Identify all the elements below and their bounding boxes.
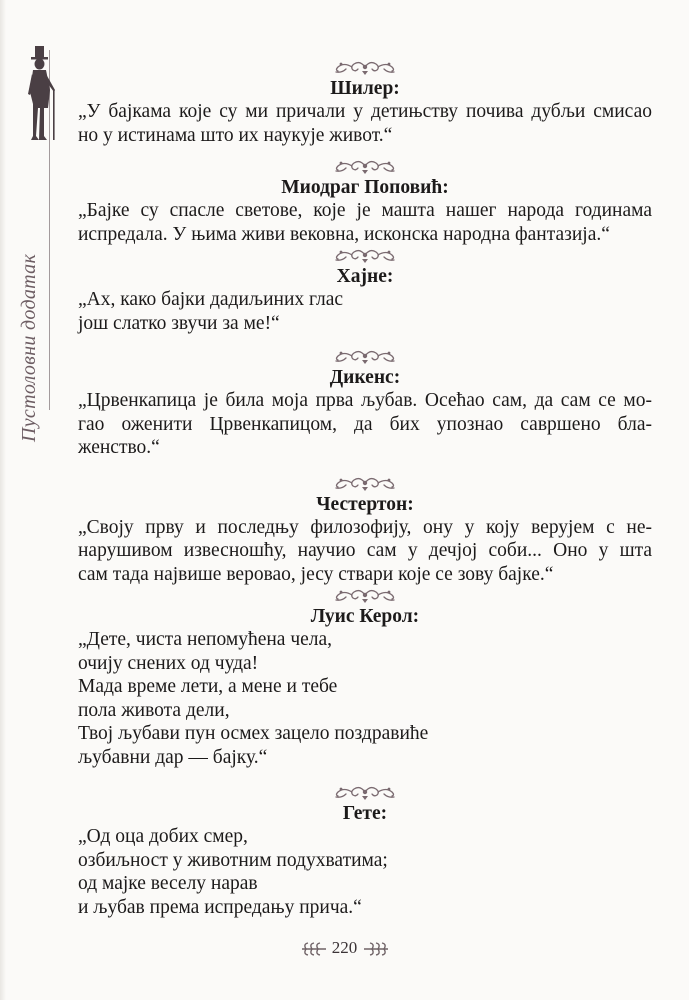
quote-text: [78, 288, 652, 335]
quote-line: љубавни дар — бајку.“: [78, 746, 268, 768]
quote-author: Миодраг Поповић:: [281, 177, 449, 198]
quote-line: још слатко звучи за ме!“: [78, 312, 280, 334]
quote-section: [78, 157, 652, 246]
quote-text: [78, 516, 652, 587]
quote-line: сам тада највише веровао, јесу ствари које се зову бајке.“: [78, 563, 554, 585]
quote-text: [78, 100, 652, 147]
quote-author: Шилер:: [330, 78, 400, 99]
quote-line: женство.“: [78, 437, 160, 458]
flourish-ornament-icon: [332, 58, 398, 76]
quote-author: Луис Керол:: [310, 606, 420, 627]
quote-author: Дикенс:: [329, 367, 401, 388]
quote-author: Гете:: [342, 803, 388, 824]
sidebar-title: Пустоловни додатак: [18, 253, 40, 442]
quote-author: Хајне:: [336, 266, 394, 287]
quote-section: [78, 58, 652, 147]
flourish-ornament-icon: [332, 783, 398, 801]
quote-line: Твој љубави пун осмех зацело поздравиће: [78, 723, 429, 744]
quote-text: [78, 389, 652, 460]
quote-section: [78, 347, 652, 460]
quote-line: испредала. У њима живи вековна, исконска народна фантазија.“: [78, 223, 610, 245]
flourish-ornament-icon: [332, 157, 398, 175]
sidebar: [14, 40, 58, 442]
quote-section: [78, 783, 652, 919]
quote-line: од мајке веселу нарав: [78, 873, 258, 894]
quote-line: гао оженити Црвенкапицом, да бих упознао савршено бла-: [78, 413, 652, 435]
flourish-ornament-icon: [332, 246, 398, 264]
quote-line: „Црвенкапица је била моја прва љубав. Осећао сам, да сам се мо-: [78, 390, 652, 411]
page-edge: [0, 0, 6, 1000]
quote-text: [78, 628, 652, 769]
quote-line: озбиљност у животним подухватима;: [78, 849, 388, 871]
quote-text: [78, 825, 652, 919]
gentleman-silhouette-icon: [22, 44, 60, 144]
quote-line: но у истинама што их наукује живот.“: [78, 124, 393, 146]
footer-ornament-left-icon: [298, 942, 328, 956]
quote-line: „Бајке су спасле светове, које је машта нашег народа годинама: [78, 200, 652, 221]
quote-line: „Дете, чиста непомућена чела,: [78, 629, 333, 650]
quote-text: [78, 199, 652, 246]
flourish-ornament-icon: [332, 474, 398, 492]
page-footer: [0, 938, 689, 958]
quote-section: [78, 586, 652, 769]
quote-author: Честертон:: [316, 493, 414, 515]
quote-line: Мада време лети, а мене и тебе: [78, 676, 338, 697]
quote-line: очију снених од чуда!: [78, 652, 259, 674]
page-number: 220: [331, 938, 358, 957]
quote-line: пола живота дели,: [78, 699, 230, 721]
quote-line: „Ах, како бајки дадиљиних глас: [78, 289, 344, 310]
quote-line: и љубав према испредању прича.“: [78, 896, 362, 918]
quotes-content: [78, 58, 652, 919]
quote-line: „У бајкама које су ми причали у детињству почива дубљи смисао: [78, 101, 652, 122]
quote-line: „Од оца добих смер,: [78, 826, 248, 847]
quote-section: [78, 474, 652, 587]
quote-line: „Своју прву и последњу филозофију, ону у коју верујем с не-: [78, 516, 652, 538]
quote-section: [78, 246, 652, 335]
quote-line: нарушивом извесношћу, научио сам у дечјој соби... Оно у шта: [78, 540, 652, 561]
flourish-ornament-icon: [332, 586, 398, 604]
footer-ornament-right-icon: [362, 942, 392, 956]
flourish-ornament-icon: [332, 347, 398, 365]
